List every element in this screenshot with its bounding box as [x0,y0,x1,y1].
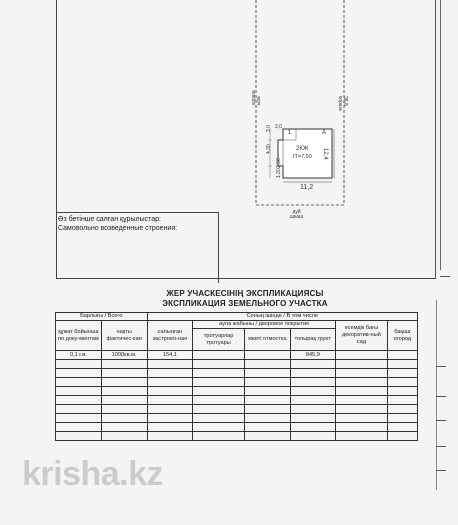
header-ground: топырақ грунт [290,329,336,351]
building-letter: А [322,130,327,136]
margin-tick [436,470,446,471]
table-row [56,360,418,369]
header-decor-garden: әсемдік бағы декоратив-ный сад [336,321,388,351]
segment-label: 1,20 [276,168,282,178]
header-including: Соның ішінде / В том числе [147,313,417,321]
table-row [56,405,418,414]
cell [387,351,417,360]
segment-label: 4,30 [266,144,272,154]
margin-tick [440,276,450,277]
table-row [56,396,418,405]
header-yard-cover: аула жабыны / дворовое покрытие [193,321,336,329]
table-row [56,387,418,396]
width-dimension: 11,2 [300,184,314,191]
header-vegetable-garden: бақша огород [387,321,417,351]
margin-tick [436,366,446,367]
table-row [56,414,418,423]
notes-ru: Самовольно возведенные строения: [58,225,178,232]
header-by-docs: құжат бойынша по доку-ментам [56,321,102,351]
cell: 0,1 г.в. [56,351,102,360]
header-actual: нақты фактичес-кая [101,321,147,351]
explication-table [55,312,418,441]
table-row [56,378,418,387]
header-built: салынған застроен-ная [147,321,193,351]
cell: 845,9 [290,351,336,360]
left-neighbor-label: корша ыза [251,90,262,105]
explication-heading-kz: ЖЕР УЧАСКЕСІНІҢ ЭКСПЛИКАЦИЯСЫ [166,289,324,298]
right-dimension-label: 38,8 корша [337,96,348,111]
explication-heading-ru: ЭКСПЛИКАЦИЯ ЗЕМЕЛЬНОГО УЧАСТКА [162,299,328,308]
cell [336,351,388,360]
table-row [56,369,418,378]
notes-kz: Өз бетінше салған құрылыстар: [58,216,161,223]
cell [193,351,245,360]
header-total: Барлығы / Всего [56,313,148,321]
table-row [56,351,418,360]
building-code: 2КЖ [296,146,309,152]
segment-label: 3,0 [266,125,272,132]
building-floors: IT=7,50 [293,154,312,160]
header-blind-area: әжеті отмостка [244,329,290,351]
margin-tick [436,446,446,447]
cell [244,351,290,360]
margin-tick [436,396,446,397]
segment-label: 2,90 [276,158,282,168]
bottom-neighbor-label: дүй шкаш [290,209,304,220]
unauthorized-structures-box [56,212,219,283]
margin-tick [436,420,446,421]
cell: 154,1 [147,351,193,360]
cell: 1000кв.м. [101,351,147,360]
segment-label: 2,0 [275,124,282,130]
watermark-logo: krisha.kz [22,455,164,493]
table-row [56,423,418,432]
header-sidewalks: тротуарлар тротуары [193,329,245,351]
building-number: 1 [288,130,292,136]
height-dimension: 12,4 [322,148,328,160]
table-row [56,432,418,441]
